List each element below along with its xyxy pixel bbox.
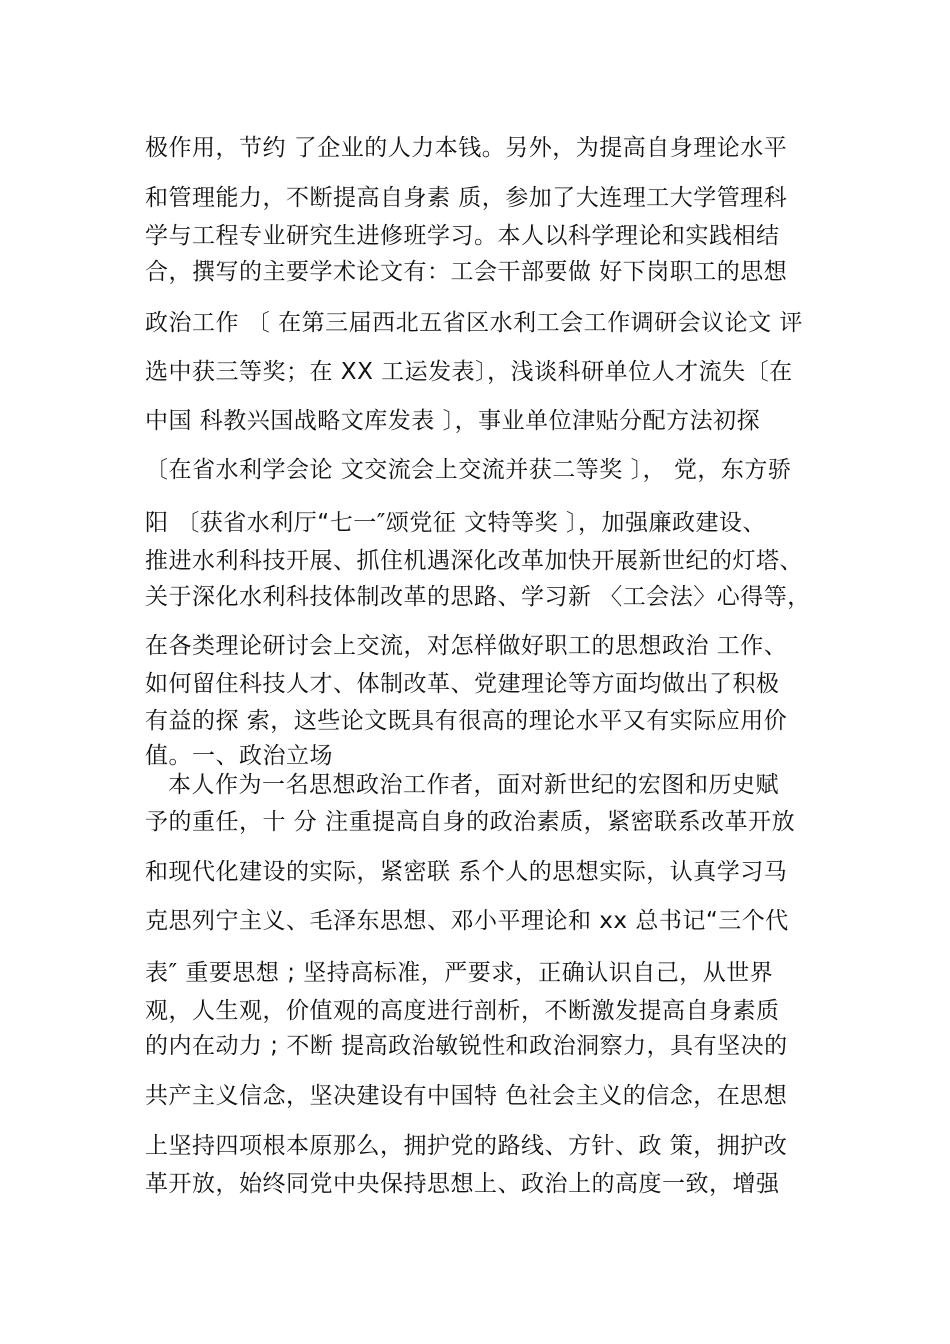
text-line: 的内在动力 ; 不断 提高政治敏锐性和政治洞察力，具有坚决的 <box>145 1033 788 1059</box>
text-line: 予的重任，十 分 注重提高自身的政治素质，紧密联系改革开放 <box>145 809 796 835</box>
text-line: 学与工程专业研究生进修班学习。本人以科学理论和实践相结 <box>145 223 780 249</box>
text-line: 上坚持四项根本原那么，拥护党的路线、方针、政 策，拥护改 <box>145 1133 788 1159</box>
text-line: 克思列宁主义、毛泽东思想、邓小平理论和 xx 总书记“三个代 <box>145 908 789 934</box>
text-line: 极作用，节约 了企业的人力本钱。另外，为提高自身理论水平 <box>145 135 788 161</box>
text-line: 政治工作 〔 在第三届西北五省区水利工会工作调研会议论文 评 <box>145 310 803 336</box>
text-line: 关于深化水利科技体制改革的思路、学习新 〈工会法〉心得等， <box>145 584 811 610</box>
text-line: 有益的探 索，这些论文既具有很高的理论水平又有实际应用价 <box>145 708 788 734</box>
text-line: 本人作为一名思想政治工作者，面对新世纪的宏图和历史赋 <box>168 772 779 798</box>
text-line: 如何留住科技人才、体制改革、党建理论等方面均做出了积极 <box>145 671 780 697</box>
text-line: 观，人生观，价值观的高度进行剖析，不断激发提高自身素质 <box>145 998 780 1024</box>
text-line: 共产主义信念，坚决建设有中国特 色社会主义的信念，在思想 <box>145 1083 788 1109</box>
text-line: 表″ 重要思想 ; 坚持高标准，严要求，正确认识自己，从世界 <box>145 960 774 986</box>
text-line: 〔在省水利学会论 文交流会上交流并获二等奖 〕， 党，东方骄 <box>145 457 792 483</box>
text-line: 和管理能力，不断提高自身素 质，参加了大连理工大学管理科 <box>145 185 788 211</box>
text-line: 合，撰写的主要学术论文有：工会干部要做 好下岗职工的思想 <box>145 259 788 285</box>
text-line: 中国 科教兴国战略文库发表 〕，事业单位津贴分配方法初探 <box>145 408 761 434</box>
text-line: 阳 〔获省水利厅“七一″颂党征 文特等奖 〕，加强廉政建设、 <box>145 510 766 536</box>
text-line: 选中获三等奖；在 XX 工运发表〕，浅谈科研单位人才流失〔在 <box>145 359 793 385</box>
text-line: 在各类理论研讨会上交流，对怎样做好职工的思想政治 工作、 <box>145 633 788 659</box>
text-line: 和现代化建设的实际，紧密联 系个人的思想实际，认真学习马 <box>145 859 788 885</box>
text-line: 革开放，始终同党中央保持思想上、政治上的高度一致，增强 <box>145 1171 780 1197</box>
text-line: 推进水利科技开展、抓住机遇深化改革加快开展新世纪的灯塔、 <box>145 548 803 574</box>
text-line: 值。一、政治立场 <box>145 743 333 769</box>
